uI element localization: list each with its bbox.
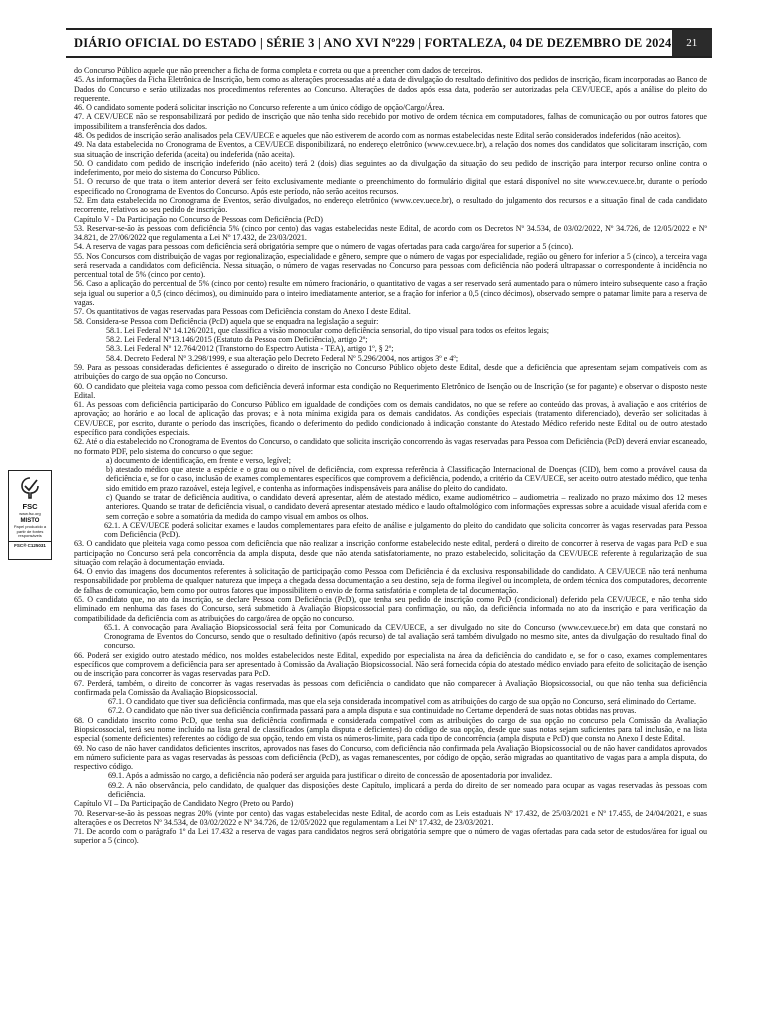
paragraph: 59. Para as pessoas consideradas deficientes é assegurado o direito de inscrição no Concurso Público objeto deste Edital, desde que a deficiência que apresentam sejam compatíveis com as atribuições do cargo de sua opção no Concurso. [74, 363, 707, 382]
paragraph: 48. Os pedidos de inscrição serão analisados pela CEV/UECE e aqueles que não estiverem de acordo com as normas estabelecidas neste Edital serão considerados indeferidos (não aceitos). [74, 130, 681, 140]
paragraph: 64. O envio das imagens dos documentos referentes à solicitação de participação como Pessoa com Deficiência é da exclusiva responsabilidade do candidato. A CEV/UECE não terá nenhuma responsabilidade por problema de qualquer natureza que impeça a chegada dessa documentação a seu destino, seja de forma ilegível ou incompleta, de ordem técnica dos computadores, decorrente de falhas de comunicação, bem como por outros fatores que impossibilitem o envio de forma satisfatória e completa de tal documentação. [74, 567, 707, 595]
paragraph: 56. Caso a aplicação do percentual de 5% (cinco por cento) resulte em número fracionário, o quantitativo de vagas a ser reservado será aumentado para o número inteiro subsequente caso a fração seja igual ou superior a 0,5 (cinco décimos), ou diminuído para o inteiro imediatamente anterior, se a fração for inferior a 0,5 (cinco décimos), observado sempre o patamar limite para a reserva de vagas. [74, 279, 707, 308]
paragraph: 55. Nos Concursos com distribuição de vagas por regionalização, especialidade e gênero, sempre que o número de vagas por especialidade, região ou gênero for inferior a 5 (cinco), a terceira vaga será reservada a candidatos com deficiência. Nessa situação, o número de vagas reservadas no Concurso para pessoas com deficiência não poderá ultrapassar o correspondente à incidência no percentual total de 5% (cinco por cento). [74, 251, 707, 280]
paragraph: 47. A CEV/UECE não se responsabilizará por pedido de inscrição que não tenha sido recebido por motivo de ordem técnica em computadores, falhas de comunicação ou por outros fatores que impossibilitem a transferência dos dados. [74, 112, 707, 131]
paragraph: 62. Até o dia estabelecido no Cronograma de Eventos do Concurso, o candidato que solicita inscrição concorrendo às vagas reservadas para Pessoa com Deficiência (PcD) deverá enviar escaneado, no formato PDF, pelo sistema do concurso o que segue: [74, 437, 707, 456]
paragraph: 67.2. O candidato que não tiver sua deficiência confirmada passará para a ampla disputa e sua continuidade no Certame dependerá de suas notas obtidas nas provas. [108, 706, 637, 716]
paragraph: 58.2. Lei Federal Nº13.146/2015 (Estatuto da Pessoa com Deficiência), artigo 2º; [106, 335, 368, 345]
fsc-site: www.fsc.org [19, 511, 41, 516]
paragraph: 51. O recurso de que trata o item anterior deverá ser feito exclusivamente mediante o preenchimento do formulário digital que estará disponível no site www.cev.uece.br, durante o período especificado no Cronograma de Eventos do Concurso. Após este período, não serão aceitos recursos. [74, 177, 707, 196]
paragraph: 66. Poderá ser exigido outro atestado médico, nos moldes estabelecidos neste Edital, expedido por especialista na área da deficiência do candidato e, se for o caso, exames complementares específicos que comprovem a deficiência para ser apresentado à Comissão da Avaliação Biopsicossocial. Não será fornecida cópia do atestado médico enviado para efeito de solicitação de isenção ou de inscrição para concorrer às vagas reservadas para PcD. [74, 650, 707, 679]
header-title: DIÁRIO OFICIAL DO ESTADO | SÉRIE 3 | ANO XVI Nº229 | FORTALEZA, 04 DE DEZEMBRO DE 2024 [74, 35, 672, 50]
paragraph: a) documento de identificação, em frente e verso, legível; [106, 455, 291, 465]
paragraph: 53. Reservar-se-ão às pessoas com deficiência 5% (cinco por cento) das vagas estabelecidas neste Edital, de acordo com os Decretos Nº 34.534, de 03/02/2022, Nº 34.726, de 12/05/2022 e Nº 34.821, de 27/06/2022 que regulamenta a Lei Nº 17.432, de 23/03/2021. [74, 223, 707, 243]
paragraph: 61. As pessoas com deficiência participarão do Concurso Público em igualdade de condições com os demais candidatos, no que se refere ao conteúdo das provas, à avaliação e aos critérios de aprovação; ao horário e ao local de aplicação das provas; e à nota mínima exigida para os demais candidatos. As condições especiais (tratamento diferenciado), deverão ser solicitadas à CEV/UECE, por escrito, durante o período das inscrições, ficando o deferimento do pedido condicionado à indicação constante do Atestado Médico referido neste Edital ou de outro atestado específico para condições especiais. [74, 400, 707, 437]
document-body [74, 66, 707, 1018]
paragraph: 67. Perderá, também, o direito de concorrer às vagas reservadas às pessoas com deficiência o candidato que não comparecer à Avaliação Biopsicossocial, ou que não tenha sua deficiência confirmada pela Comissão da Avaliação Biopsicossocial. [74, 678, 707, 697]
paragraph: 58.3. Lei Federal Nº 12.764/2012 (Transtorno do Espectro Autista - TEA), artigo 1º, § 2º; [106, 344, 394, 354]
paragraph: 69.1. Após a admissão no cargo, a deficiência não poderá ser arguida para justificar o direito de concessão de aposentadoria por invalidez. [108, 771, 553, 781]
paragraph: 63. O candidato que pleiteia vaga como pessoa com deficiência que não realizar a inscrição conforme estabelecido neste edital, perderá o direito de concorrer à reserva de vagas para PcD e sua participação no Concurso será pela concorrência da ampla disputa, desde que não atenda satisfatoriamente, no prazo estabelecido, solicitação da CEV/UECE referente à regularização de sua situação com relação à documentação enviada. [74, 539, 707, 567]
paragraph: 68. O candidato inscrito como PcD, que tenha sua deficiência confirmada e considerada compatível com as atribuições do cargo de sua opção no concurso pela Comissão da Avaliação Biopsicossocial, terá seu nome incluído na lista geral de classificados (ampla disputa e deficientes) do código de sua opção, desde que suas notas sejam suficientes para tal inclusão, e na lista especial (somente deficientes) referentes ao código de sua opção, tendo em vista os números-limite, para cada tipo de concorrência (ampla disputa e PcD) que consta no Anexo I deste Edital. [74, 715, 707, 744]
paragraph: Capítulo VI – Da Participação de Candidato Negro (Preto ou Pardo) [74, 799, 294, 809]
fsc-label: MISTO [20, 518, 40, 524]
fsc-certification-seal [8, 470, 52, 560]
paragraph: 65.1. A convocação para Avaliação Biopsicossocial será feita por Comunicado da CEV/UECE, a ser divulgado no site do Concurso (www.cev.uece.br) em data que constará no Cronograma de Eventos do Concurso, sendo que o resultado definitivo (após recurso) de tal avaliação será também divulgado no mesmo site, antes da divulgação do resultado final do concurso. [104, 622, 707, 651]
paragraph: 71. De acordo com o parágrafo 1º da Lei 17.432 a reserva de vagas para candidatos negros será obrigatória sempre que o número de vagas ofertadas para cada setor de estudos/área for igual ou superior a 5 (cinco). [74, 827, 707, 846]
paragraph: 67.1. O candidato que tiver sua deficiência confirmada, mas que ela seja considerada incompatível com as atribuições do cargo de sua opção no Concurso, será eliminado do Certame. [108, 697, 696, 707]
paragraph: 58.1. Lei Federal Nº 14.126/2021, que classifica a visão monocular como deficiência sensorial, do tipo visual para todos os efeitos legais; [106, 325, 549, 335]
fsc-name: FSC [22, 502, 38, 511]
paragraph: 58.4. Decreto Federal Nº 3.298/1999, e sua alteração pelo Decreto Federal Nº 5.296/2004, nos artigos 3º e 4º; [106, 353, 459, 363]
paragraph: 46. O candidato somente poderá solicitar inscrição no Concurso referente a um único código de opção/Cargo/Área. [74, 103, 445, 113]
fsc-tree-check-icon [17, 475, 43, 501]
paragraph: 57. Os quantitativos de vagas reservadas para Pessoas com Deficiência constam do Anexo I deste Edital. [74, 307, 411, 317]
paragraph: 69.2. A não observância, pelo candidato, de qualquer das disposições deste Capítulo, implicará a perda do direito de ser nomeado para ocupar as vagas reservadas às pessoas com deficiência. [108, 780, 707, 799]
paragraph: 69. No caso de não haver candidatos deficientes inscritos, aprovados nas fases do Concurso, com deficiência não confirmada pela Avaliação Biopsicossocial ou de não haver candidatos aprovados em número suficiente para as vagas reservadas às pessoas com deficiência (PcD), as vagas remanescentes, por código de opção, serão migradas ao quantitativo de vagas para a ampla disputa, do respectivo código. [74, 743, 707, 772]
paragraph: do Concurso Público aquele que não preencher a ficha de forma completa e correta ou que a preencher com dados de terceiros. [74, 66, 483, 75]
paragraph: 50. O candidato com pedido de inscrição indeferido (não aceito) terá 2 (dois) dias seguintes ao da divulgação da situação do seu pedido de inscrição para interpor recurso online contra o indeferimento, por meio do sistema do Concurso Público. [74, 158, 707, 178]
paragraph: 60. O candidato que pleiteia vaga como pessoa com deficiência deverá informar esta condição no Requerimento Eletrônico de Isenção ou de Inscrição (se for pagante) e observar o disposto neste Edital. [74, 381, 707, 400]
fsc-description: Papel produzido a partir de fontes responsáveis [13, 524, 47, 539]
paragraph: c) Quando se tratar de deficiência auditiva, o candidato deverá apresentar, além de atestado médico, exame audiométrico – audiometria – realizado no prazo máximo dos 12 meses anteriores. Quando se tratar de deficiência visual, o candidato deverá apresentar atestado médico e laudo oftalmológico com informações expressas sobre a acuidade visual aferida com e sem correção e sobre a somatória da medida do campo visual em ambos os olhos. [106, 492, 707, 521]
paragraph: 58. Considera-se Pessoa com Deficiência (PcD) aquela que se enquadra na legislação a seguir: [74, 316, 379, 326]
paragraph: 49. Na data estabelecida no Cronograma de Eventos, a CEV/UECE disponibilizará, no endereço eletrônico (www.cev.uece.br), a relação dos nomes dos candidatos que solicitaram inscrição, com sua situação de inscrição deferida (aceita) ou indeferida (não aceita). [74, 140, 707, 159]
page-number: 21 [672, 30, 712, 56]
paragraph: b) atestado médico que ateste a espécie e o grau ou o nível de deficiência, com expressa referência à Classificação Internacional de Doenças (CID), bem como a provável causa da deficiência e, se for o caso, inclusão de exames complementares específicos que comprovem a deficiência, podendo, a critério da CEV/UECE, ser aceito outro atestado médico, que tenha sido emitido em prazo razoável, esteja legível, e contenha as informações indispensáveis para análise do pleito do candidato. [106, 465, 707, 493]
paragraph: 62.1. A CEV/UECE poderá solicitar exames e laudos complementares para efeito de análise e julgamento do pleito do candidato que solicita concorrer às vagas reservadas para Pessoa com Deficiência (PcD). [104, 520, 707, 540]
paragraph: Capítulo V - Da Participação no Concurso de Pessoas com Deficiência (PcD) [74, 214, 323, 224]
paragraph: 52. Em data estabelecida no Cronograma de Eventos, serão divulgados, no endereço eletrônico (www.cev.uece.br), o resultado do julgamento dos recursos e a situação final de cada candidato recorrente, relativos ao seu pedido de inscrição. [74, 195, 707, 215]
paragraph: 70. Reservar-se-ão às pessoas negras 20% (vinte por cento) das vagas estabelecidas neste Edital, de acordo com as Leis estaduais Nº 17.432, de 25/03/2021 e Nº 17.455, de 24/04/2021, e suas alterações e os Decretos Nº 34.534, de 03/02/2022 e Nº 34.726, de 12/05/2022 que regulamentam a Lei Nº 17.432, de 23/03/2021. [74, 808, 707, 827]
paragraph: 54. A reserva de vagas para pessoas com deficiência será obrigatória sempre que o número de vagas ofertadas para cada cargo/área for superior a 5 (cinco). [74, 242, 574, 252]
fsc-license-code: FSC® C125031 [9, 541, 51, 548]
paragraph: 65. O candidato que, no ato da inscrição, se declare Pessoa com Deficiência (PcD), que tenha seu pedido de inscrição como PcD (condicional) deferido pela CEV/UECE, e não tenha sido eliminado em nenhuma das fases do Concurso, será submetido à Avaliação Biopsicossocial para confirmação, ou não, da deficiência informada no ato da inscrição e para verificação da compatibilidade da deficiência com as atribuições do cargo/área de opção no concurso. [74, 595, 707, 623]
paragraph: 45. As informações da Ficha Eletrônica de Inscrição, bem como as alterações processadas até a data de divulgação do resultado definitivo dos pedidos de inscrição, ficam incorporadas ao Banco de Dados do Concurso e serão utilizadas nos procedimentos referentes ao Concurso. Alterações de dados após essa data, poderão ser autorizadas pela CEV/UECE, após a análise do pleito do requerente. [74, 75, 707, 103]
page-header [66, 28, 712, 58]
